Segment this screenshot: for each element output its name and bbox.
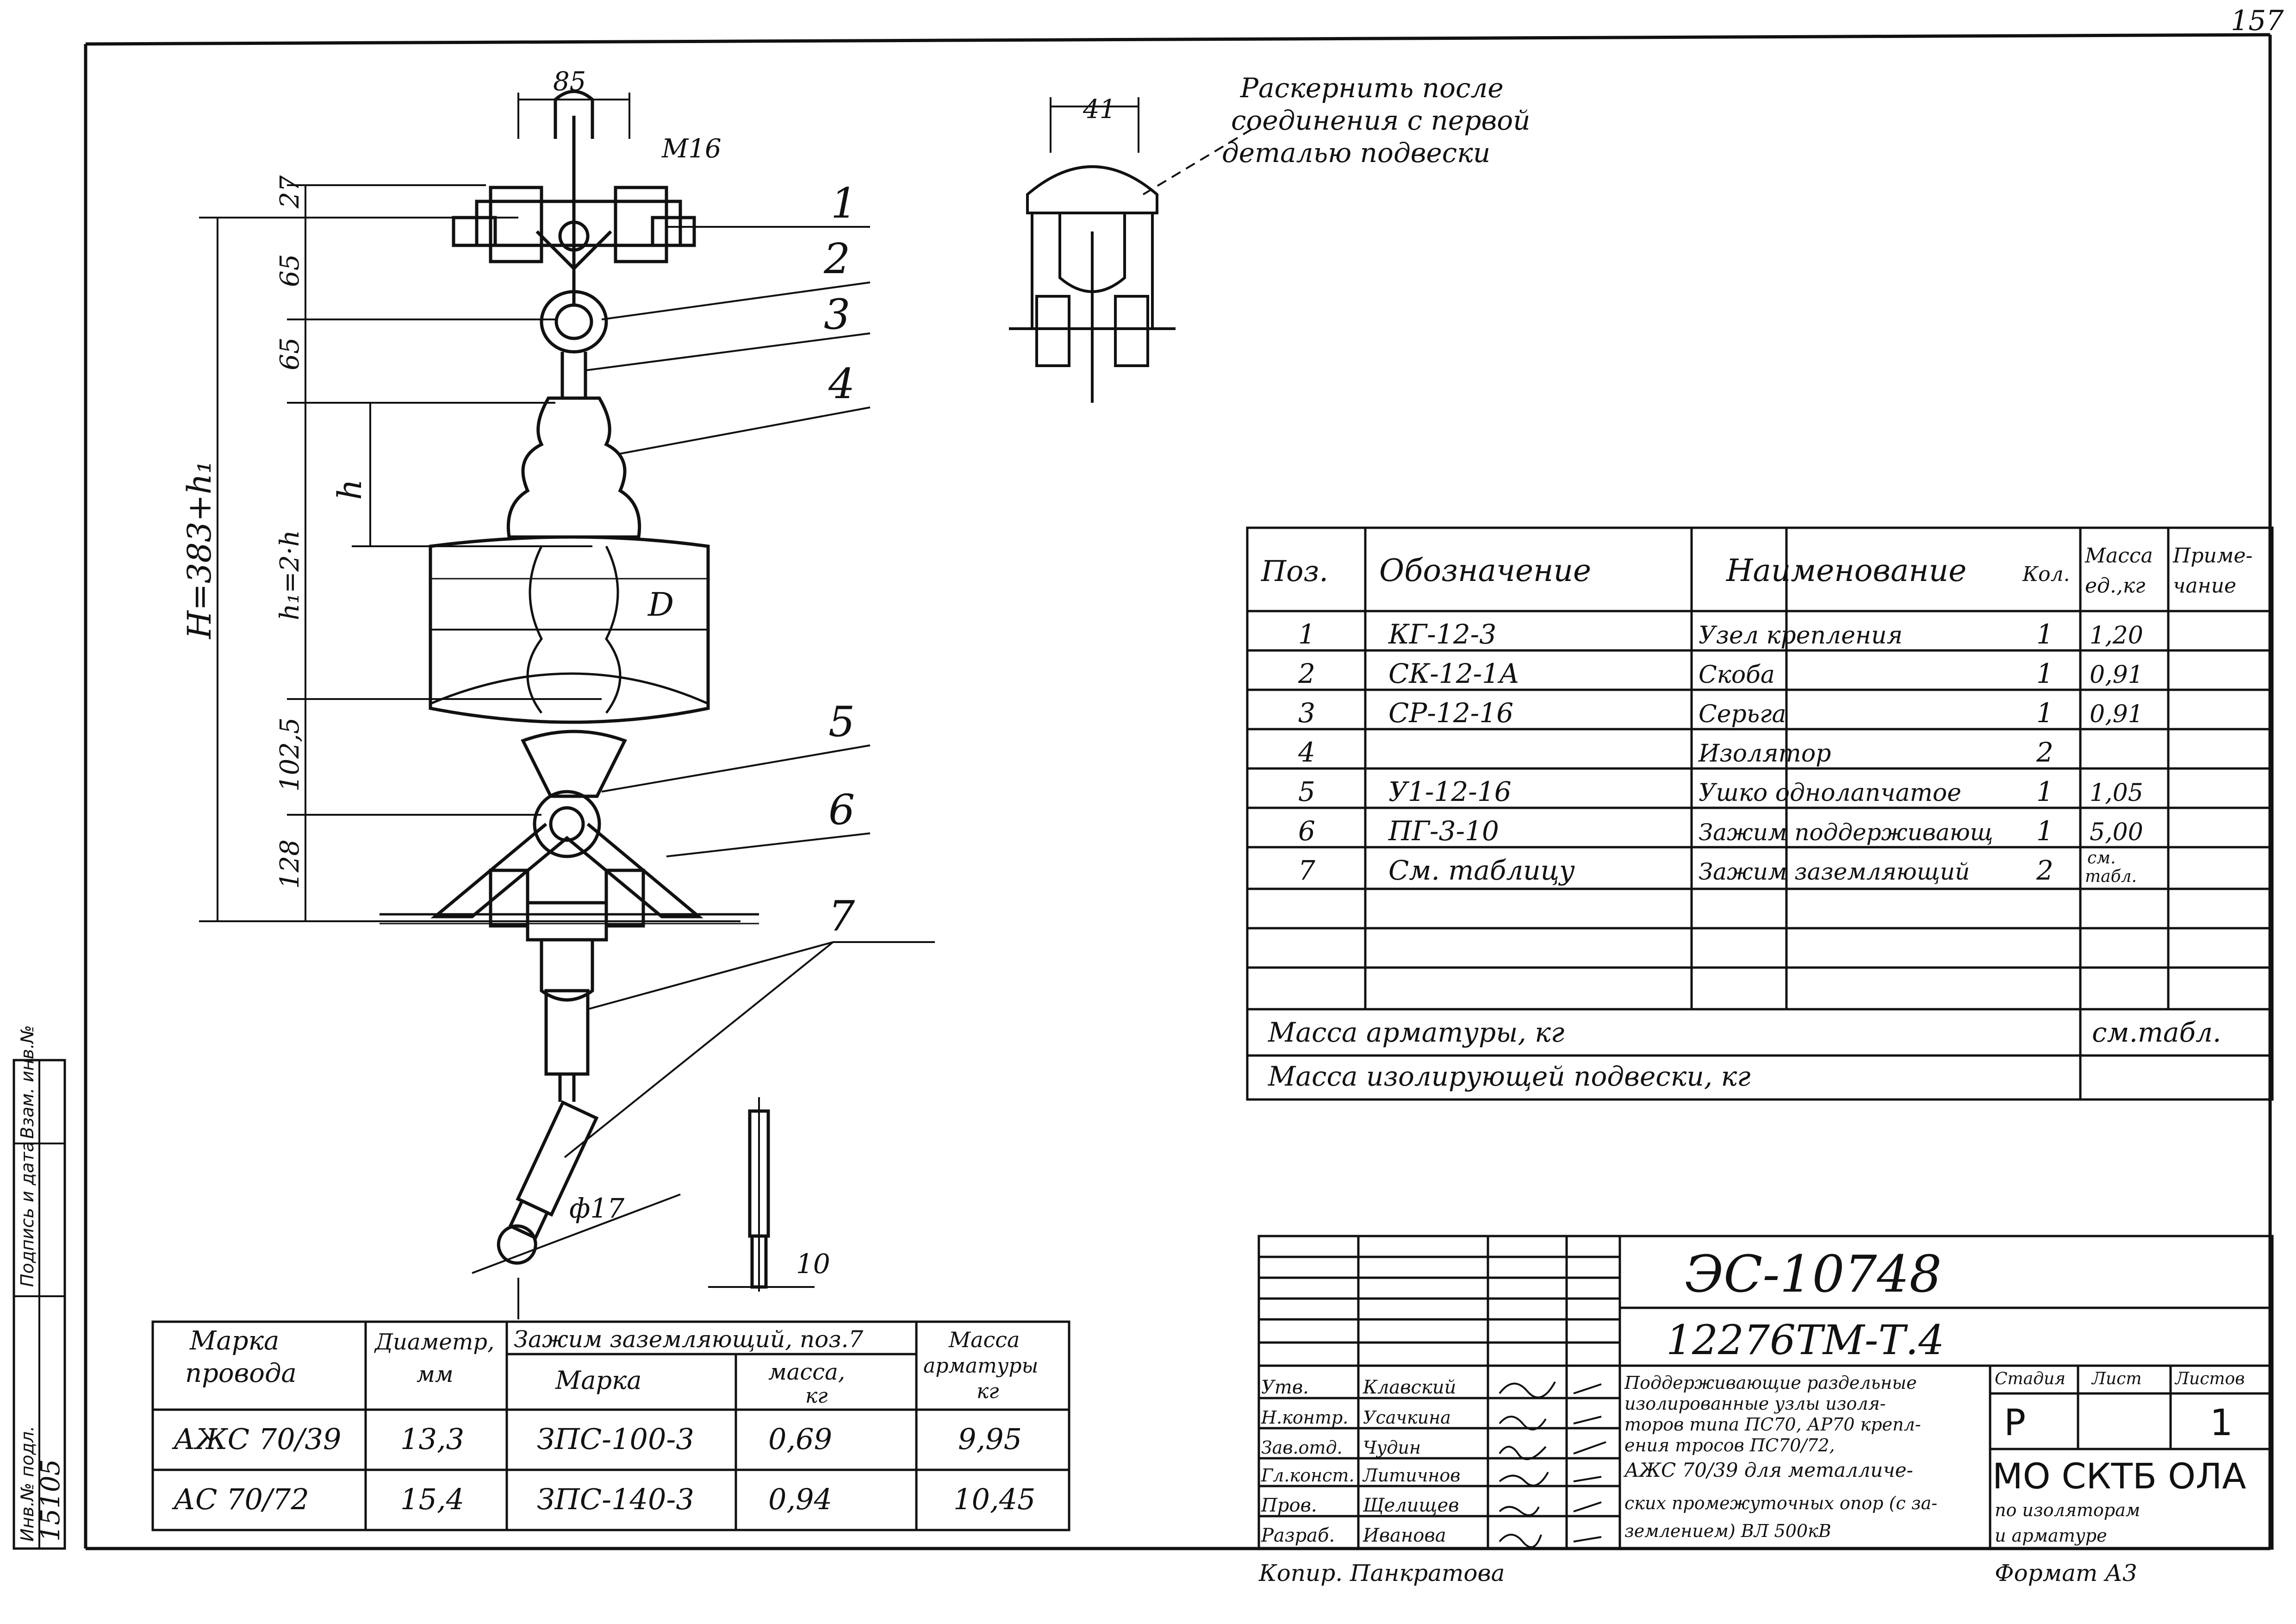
spec-mass-ref-2: табл. [2085, 867, 2137, 886]
dim-H: H=383+h₁ [180, 460, 218, 639]
role-label: Разраб. [1261, 1525, 1335, 1546]
spec-designation: СР-12-16 [1388, 697, 1514, 729]
description-line: Поддерживающие раздельные [1624, 1373, 1917, 1393]
spec-pos: 5 [1298, 776, 1315, 807]
wire-diameter: 15,4 [400, 1482, 465, 1516]
dim-27: 27 [275, 175, 305, 208]
org-name: МО СКТБ ОЛА [1992, 1455, 2246, 1497]
spec-qty: 1 [2036, 776, 2053, 807]
spec-qty: 1 [2036, 618, 2053, 650]
position-leaders [565, 227, 935, 1157]
role-name: Литичнов [1363, 1465, 1461, 1486]
wire-header-brand-2: провода [185, 1358, 297, 1388]
description-line: АЖС 70/39 для металличе- [1624, 1459, 1913, 1481]
wire-header-clamp-brand: Марка [555, 1366, 642, 1395]
wire-header-clamp-mass-1: масса, [768, 1359, 846, 1385]
note-line-3: деталью подвески [1222, 137, 1491, 169]
spec-name: Изолятор [1699, 740, 1831, 768]
spec-mass: 1,20 [2090, 622, 2143, 650]
page-number: 157 [2231, 5, 2284, 37]
description-line: изолированные узлы изоля- [1624, 1393, 1886, 1414]
spec-designation: КГ-12-3 [1388, 618, 1497, 650]
drawing-number: 12276ТМ-Т.4 [1666, 1316, 1945, 1364]
spec-qty: 2 [2036, 737, 2053, 768]
copied-by: Копир. Панкратова [1259, 1560, 1505, 1587]
description-line: ских промежуточных опор (с за- [1624, 1493, 1937, 1513]
wire-header-diameter-2: мм [417, 1362, 454, 1387]
position-7: 7 [828, 892, 855, 941]
spec-designation: У1-12-16 [1388, 776, 1512, 807]
spec-pos: 7 [1298, 855, 1315, 886]
spec-header-mass-2: ед.,кг [2085, 574, 2146, 598]
spec-name: Серьга [1699, 700, 1786, 728]
spec-row [1298, 697, 2143, 729]
spec-qty: 1 [2036, 658, 2053, 689]
dim-10: 10 [796, 1248, 830, 1280]
spec-row [1298, 658, 2143, 689]
spec-name: Зажим заземляющий [1699, 858, 1970, 885]
spec-mass: 0,91 [2090, 661, 2143, 689]
title-description [1623, 1373, 1937, 1541]
wire-header-clamp: Зажим заземляющий, поз.7 [514, 1326, 864, 1353]
spec-qty: 1 [2036, 697, 2053, 729]
org-sub-line: и арматуре [1995, 1525, 2107, 1546]
wire-table [153, 1322, 1069, 1530]
sheets-value: 1 [2210, 1402, 2233, 1444]
spec-header-name: Наименование [1726, 553, 1967, 588]
wire-armature-mass: 10,45 [953, 1482, 1036, 1516]
role-label: Н.контр. [1261, 1407, 1349, 1428]
spec-table [1247, 528, 2272, 1099]
wire-row [172, 1482, 1036, 1516]
sheets-label: Листов [2175, 1369, 2245, 1388]
dim-h1: h₁=2·h [275, 530, 305, 620]
armature-mass-label: Масса арматуры, кг [1268, 1017, 1565, 1048]
role-label: Утв. [1261, 1377, 1309, 1398]
spec-qty: 2 [2036, 855, 2053, 886]
wire-brand: АЖС 70/39 [174, 1422, 342, 1456]
wire-header-armature-mass-2: арматуры [923, 1354, 1039, 1378]
spec-pos: 6 [1298, 815, 1315, 847]
assembly-note [1222, 72, 1531, 169]
note-line-1: Раскернить после [1240, 72, 1504, 104]
replace-inv-label: Взам. инв.№ [17, 1025, 37, 1139]
dim-h: h [331, 479, 369, 500]
spec-mass-ref-1: см. [2087, 849, 2116, 868]
spec-mass: 0,91 [2090, 700, 2143, 728]
position-6: 6 [828, 786, 855, 834]
spec-row [1298, 815, 2143, 847]
position-3: 3 [824, 290, 851, 339]
spec-header-mass-1: Масса [2085, 544, 2153, 568]
spec-designation: См. таблицу [1388, 855, 1575, 886]
dim-D: D [648, 586, 674, 624]
stage-label: Стадия [1995, 1369, 2066, 1388]
suspension-mass-label: Масса изолирующей подвески, кг [1268, 1061, 1751, 1092]
spec-header-note-1: Приме- [2173, 544, 2253, 568]
spec-qty: 1 [2036, 815, 2053, 847]
signature-marks [1500, 1382, 1606, 1547]
role-label: Зав.отд. [1261, 1437, 1343, 1458]
role-name: Щелищев [1363, 1495, 1459, 1516]
spec-pos: 1 [1298, 618, 1315, 650]
position-2: 2 [824, 235, 851, 283]
sheet-label: Лист [2092, 1369, 2142, 1388]
wire-header-armature-mass-1: Масса [949, 1327, 1020, 1352]
inv-value: 15105 [36, 1459, 66, 1542]
doc-code: ЭС-10748 [1685, 1244, 1942, 1304]
insulator-assembly-drawing [380, 92, 815, 1320]
spec-mass: 1,05 [2090, 779, 2143, 807]
inv-label: Инв.№ подл. [17, 1425, 37, 1542]
wire-clamp-mass: 0,69 [768, 1422, 833, 1456]
wire-header-armature-mass-3: кг [977, 1380, 999, 1403]
spec-pos: 3 [1298, 697, 1315, 729]
sign-date-label: Подпись и дата [17, 1141, 37, 1287]
note-line-2: соединения с первой [1231, 105, 1531, 136]
wire-clamp-brand: ЗПС-140-3 [537, 1482, 694, 1516]
spec-name: Узел крепления [1699, 622, 1903, 650]
dim-85: 85 [553, 67, 586, 97]
dim-41: 41 [1083, 94, 1116, 125]
spec-row [1298, 737, 2053, 768]
spec-header-designation: Обозначение [1379, 553, 1592, 588]
side-stamp [14, 1025, 66, 1549]
wire-diameter: 13,3 [400, 1422, 465, 1456]
role-name: Усачкина [1363, 1407, 1451, 1428]
description-line: торов типа ПС70, АР70 крепл- [1624, 1414, 1921, 1435]
dim-102-5: 102,5 [275, 717, 305, 792]
wire-armature-mass: 9,95 [958, 1422, 1022, 1456]
armature-mass-value: см.табл. [2092, 1017, 2221, 1048]
wire-clamp-mass: 0,94 [768, 1482, 833, 1516]
wire-row [172, 1422, 1022, 1456]
detail-view [1009, 97, 1259, 403]
spec-pos: 4 [1298, 737, 1315, 768]
spec-designation: СК-12-1А [1388, 658, 1520, 689]
spec-header-qty: Кол. [2022, 562, 2070, 586]
spec-row [1298, 849, 2137, 886]
wire-header-clamp-mass-2: кг [805, 1384, 828, 1408]
role-name: Клавский [1363, 1377, 1456, 1398]
dim-m16: M16 [662, 134, 722, 164]
dim-65-a: 65 [275, 254, 305, 287]
spec-header-note-2: чание [2173, 574, 2236, 598]
sheet-format: Формат А3 [1995, 1560, 2137, 1587]
position-4: 4 [828, 360, 855, 408]
role-label: Пров. [1261, 1495, 1317, 1516]
wire-header-diameter-1: Диаметр, [375, 1329, 495, 1355]
org-sub-line: по изоляторам [1995, 1500, 2140, 1520]
position-1: 1 [831, 179, 858, 228]
spec-designation: ПГ-3-10 [1388, 815, 1499, 847]
role-name: Чудин [1363, 1437, 1421, 1458]
description-line: землением) ВЛ 500кВ [1624, 1521, 1831, 1541]
stage-value: Р [2004, 1402, 2026, 1444]
spec-name: Зажим поддерживающ [1699, 819, 1993, 846]
role-name: Иванова [1363, 1525, 1446, 1546]
description-line: ения тросов ПС70/72, [1624, 1435, 1835, 1455]
dim-128: 128 [275, 839, 305, 889]
spec-row [1298, 618, 2143, 650]
spec-name: Скоба [1699, 661, 1775, 689]
dim-65-b: 65 [275, 337, 305, 370]
spec-pos: 2 [1298, 658, 1315, 689]
wire-header-brand-1: Марка [190, 1326, 280, 1356]
position-numbers [823, 179, 857, 941]
dim-phi17: ф17 [569, 1193, 625, 1224]
spec-row [1298, 776, 2143, 807]
title-block [1259, 1236, 2272, 1549]
spec-name: Ушко однолапчатое [1699, 779, 1961, 807]
spec-header-pos: Поз. [1261, 554, 1328, 588]
spec-mass: 5,00 [2090, 818, 2143, 846]
position-5: 5 [828, 698, 855, 746]
dimension-labels [180, 67, 830, 1280]
wire-brand: АС 70/72 [174, 1482, 309, 1516]
role-label: Гл.конст. [1261, 1465, 1355, 1486]
wire-clamp-brand: ЗПС-100-3 [537, 1422, 694, 1456]
